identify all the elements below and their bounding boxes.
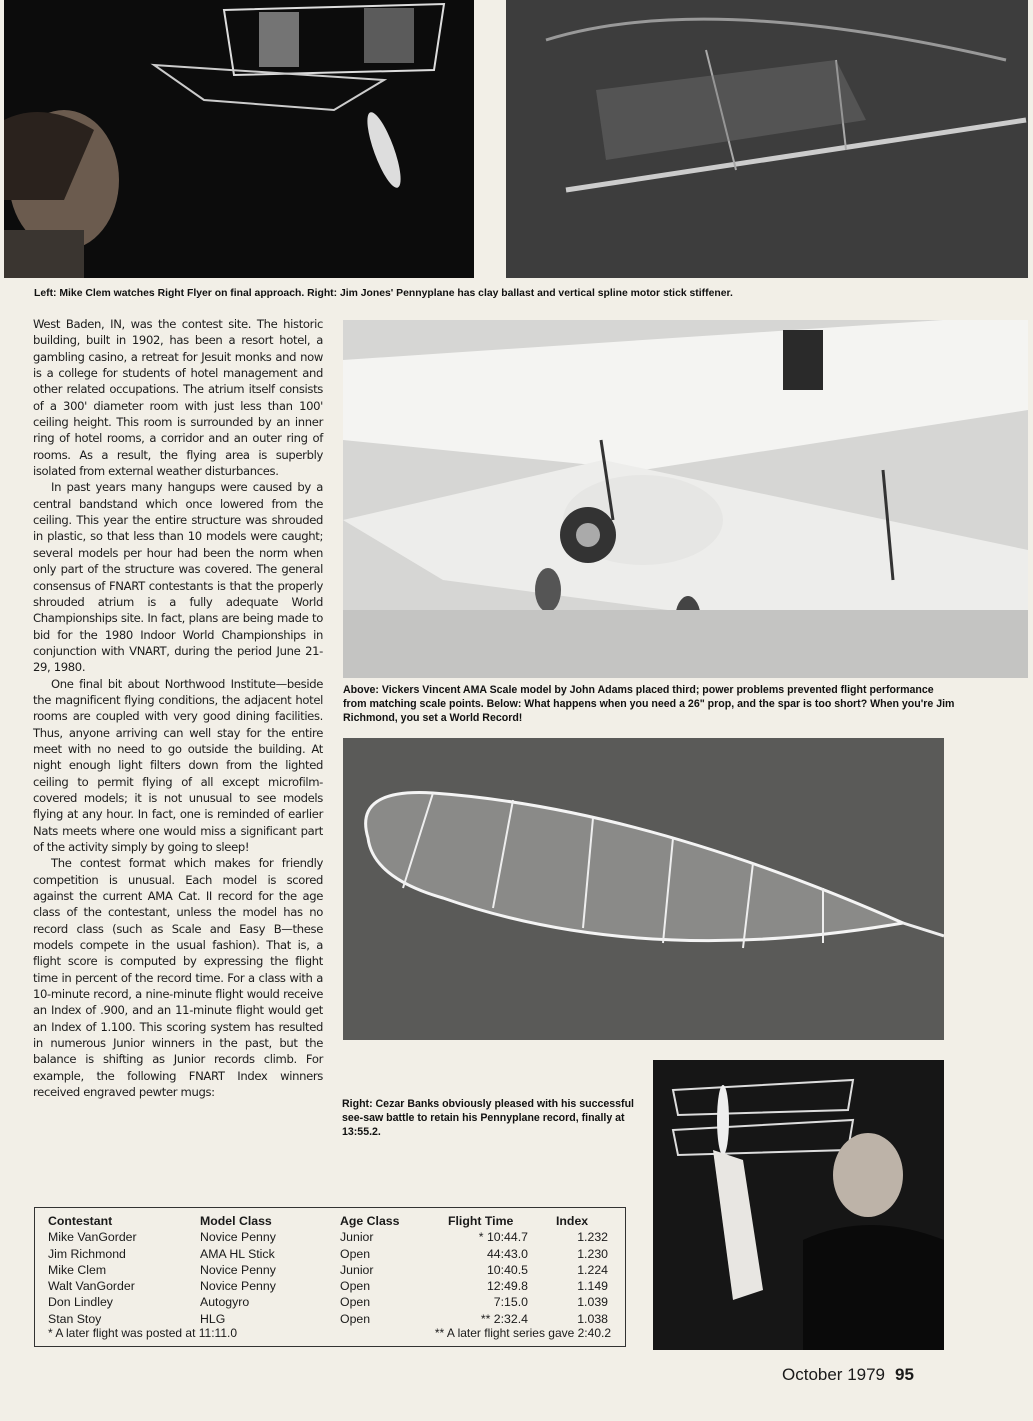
table-row [48,1229,608,1245]
cell-index: 1.149 [577,1279,608,1294]
results-table-grid [48,1213,608,1327]
header-index: Index [556,1214,589,1228]
top-photos-caption: Left: Mike Clem watches Right Flyer on final approach. Right: Jim Jones' Pennyplane has clay ballast and vertical spline motor stick stiffener. [34,288,733,299]
cell-model-class: Novice Penny [200,1279,276,1294]
cell-age-class: Open [340,1311,371,1326]
results-table [34,1207,626,1347]
cell-contestant: Don Lindley [48,1295,113,1310]
cell-contestant: Walt VanGorder [48,1279,135,1294]
cell-model-class: AMA HL Stick [200,1246,275,1261]
cell-contestant: Mike VanGorder [48,1230,137,1245]
cell-flight-time: 12:49.8 [486,1279,528,1294]
page-number: 95 [895,1365,914,1384]
middle-photos-caption: Above: Vickers Vincent AMA Scale model by John Adams placed third; power problems prevented flight performance from matching scale points. Below: What happens when you need a 26" prop, and the spar is too short? When you're Jim Richmond, you set a World Record! [343,684,955,724]
cell-flight-time: 10:40.5 [486,1262,528,1277]
cell-model-class: HLG [200,1311,226,1326]
cell-model-class: Novice Penny [200,1262,276,1277]
cell-index: 1.230 [577,1246,608,1261]
cell-index: 1.232 [577,1230,608,1245]
photo-cezar-banks [653,1060,944,1350]
cezar-banks-caption: Right: Cezar Banks obviously pleased with his successful see-saw battle to retain his Pennyplane record, finally at 13:55.2. [342,1098,634,1138]
photo-pennyplane [506,0,1028,278]
cell-age-class: Junior [340,1230,374,1245]
article-paragraph: In past years many hangups were caused by a central bandstand which once lowered from the ceiling. This year the entire structure was shrouded in plastic, so that less than 10 models were caught; several models per hour had been the norm when only part of the structure was covered. The general consensus of FNART contestants is that the properly shrouded atrium is a fully adequate World Championships site. In fact, plans are being made to bid for the 1980 Indoor World Championships in conjunction with VNART, during the period June 21-29, 1980. [33,480,323,675]
cell-flight-time: 44:43.0 [486,1246,528,1261]
cell-model-class: Autogyro [200,1295,250,1310]
page-footer [782,1365,914,1385]
cell-index: 1.224 [577,1262,608,1277]
table-row [48,1262,608,1278]
header-age-class: Age Class [340,1214,400,1228]
table-row [48,1246,608,1262]
article-body [33,316,323,1101]
table-row [48,1278,608,1294]
cell-contestant: Jim Richmond [48,1246,126,1261]
table-footnote-1: * A later flight was posted at 11:11.0 [48,1326,238,1340]
cell-index: 1.039 [577,1295,608,1310]
header-model-class: Model Class [200,1214,272,1228]
photo-richmond-wing [343,738,944,1040]
header-contestant: Contestant [48,1214,113,1228]
cell-index: 1.038 [577,1311,608,1326]
cell-age-class: Open [340,1279,371,1294]
table-footnote-2: ** A later flight series gave 2:40.2 [434,1326,611,1340]
cell-age-class: Open [340,1246,371,1261]
cell-flight-time: 7:15.0 [493,1295,528,1310]
cell-flight-time: * 10:44.7 [478,1230,528,1245]
article-paragraph: The contest format which makes for friendly competition is unusual. Each model is scored against the current AMA Cat. II record for the age class of the contestant, unless the model has no record class (such as Scale and Easy B—these models compete in the usual fashion). That is, a flight score is computed by expressing the flight time in percent of the record time. For a class with a 10-minute record, a nine-minute flight would receive an Index of .900, and an 11-minute flight would get an Index of 1.100. This scoring system has resulted in numerous Junior winners in the past, but the balance is shifting as Junior records climb. For example, the following FNART Index winners received engraved pewter mugs: [33,856,323,1100]
photo-vickers-vincent [343,320,1028,678]
table-header-row [48,1213,608,1229]
cell-age-class: Open [340,1295,371,1310]
photo-mike-clem-right-flyer [4,0,474,278]
issue-date: October 1979 [782,1365,886,1384]
cell-model-class: Novice Penny [200,1230,276,1245]
table-row [48,1294,608,1310]
cell-age-class: Junior [340,1262,374,1277]
header-flight-time: Flight Time [448,1214,514,1228]
cell-contestant: Mike Clem [48,1262,107,1277]
cell-contestant: Stan Stoy [48,1311,102,1326]
cell-flight-time: ** 2:32.4 [480,1311,528,1326]
article-paragraph: One final bit about Northwood Institute—beside the magnificent flying conditions, the adjacent hotel rooms are coupled with very good dining facilities. Thus, anyone arriving can well stay for the entire meet with no need to go outside the building. At night enough light filters down from the lighted ceiling to permit flying of all except microfilm-covered models; it is not unusual to see models flying at any hour. In fact, one is reminded of earlier Nats meets where one would miss a significant part of the activity simply by going to sleep! [33,676,323,854]
table-row [48,1311,608,1327]
article-paragraph: West Baden, IN, was the contest site. The historic building, built in 1902, has been a resort hotel, a gambling casino, a retreat for Jesuit monks and now is a college for students of hotel management and other related occupations. The atrium itself consists of a 300' diameter room with just less than 100' ceiling height. This room is surrounded by an inner ring of hotel rooms, a corridor and an outer ring of rooms. As a result, the flying area is superbly isolated from external weather disturbances. [33,317,323,479]
